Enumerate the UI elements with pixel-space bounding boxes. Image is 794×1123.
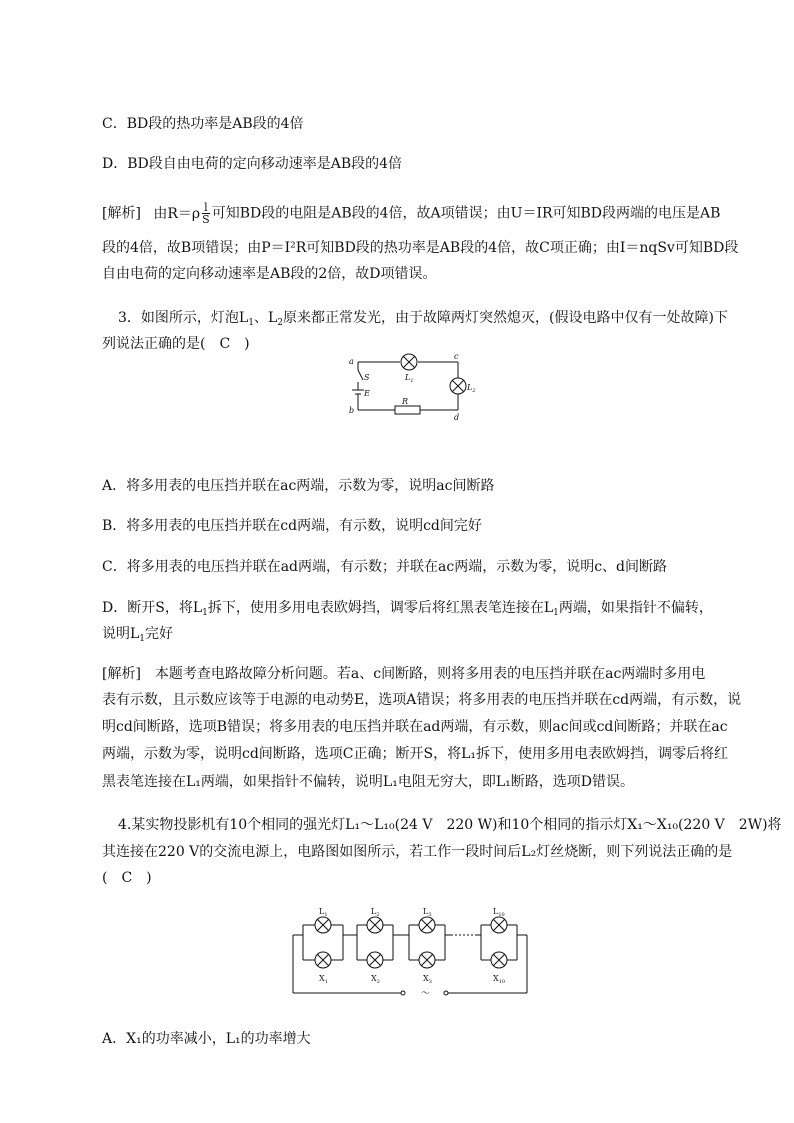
option-a-q3: A．将多用表的电压挡并联在ac两端，示数为零，说明ac间断路: [102, 478, 495, 494]
ac-source-label: ～: [421, 989, 431, 999]
circuit-diagram-q4: [285, 905, 535, 1000]
node-c-label: c: [454, 352, 459, 361]
lamp-l2-symbol: [450, 378, 466, 394]
lamp-l1-label: $L_1$: [405, 373, 414, 384]
lamp-x10-symbol: [491, 952, 507, 968]
node-d-label: d: [454, 413, 460, 422]
terminal-right-icon: [444, 991, 448, 995]
lamp-l3-symbol: [419, 917, 435, 933]
question4-line2: 其连接在220 V的交流电源上，电路图如图所示，若工作一段时间后L₂灯丝烧断，则下列说法正确的是: [102, 844, 733, 860]
resistor-r-symbol: [395, 406, 420, 414]
circuit-diagram-q3: [340, 350, 475, 420]
analysis-q3-line5: 黑表笔连接在L₁两端，如果指针不偏转，说明L₁电阻无穷大，即L₁断路，选项D错误。: [102, 774, 634, 790]
option-a-q4: A．X₁的功率减小，L₁的功率增大: [102, 1031, 311, 1047]
lamp-l1-symbol: [315, 917, 331, 933]
option-d-q2: D．BD段自由电荷的定向移动速率是AB段的4倍: [102, 156, 403, 172]
option-c-q2: C．BD段的热功率是AB段的4倍: [102, 116, 304, 132]
analysis-q2-line3: 自由电荷的定向移动速率是AB段的2倍，故D项错误。: [102, 266, 437, 282]
label-x2: $X_2$: [371, 974, 380, 985]
battery-e-label: E: [364, 389, 370, 398]
lamp-l2-label: $L_2$: [467, 383, 476, 394]
fraction-l-over-s: $\frac{l}{S}$: [202, 201, 210, 226]
analysis-q2-text2: 可知BD段的电阻是AB段的4倍，故A项错误；由U＝IR可知BD段两端的电压是AB: [211, 205, 721, 222]
analysis-q2-line1: [102, 202, 720, 225]
label-l2: $L_2$: [371, 907, 380, 918]
lamp-l10-symbol: [491, 917, 507, 933]
question4-line3: ( C ): [102, 870, 152, 886]
question4-line1: 4.某实物投影机有10个相同的强光灯L₁～L₁₀(24 V 220 W)和10个相同的指示灯X₁～X₁₀(220 V 2W)将: [118, 817, 782, 833]
label-x3: $X_3$: [423, 974, 432, 985]
terminal-left-icon: [401, 991, 405, 995]
label-x1: $X_1$: [319, 974, 328, 985]
analysis-q3-line3: 明cd间断路，选项B错误；将多用表的电压挡并联在ad两端，有示数，则ac间或cd间断路；并联在ac: [102, 719, 728, 735]
option-d-q3-line2: 说明$L_1$完好: [102, 626, 174, 644]
option-d-q3-line1: D．断开S，将$L_1$拆下，使用多用电表欧姆挡，调零后将红黑表笔连接在$L_1$两端，如果指针不偏转，: [102, 600, 713, 618]
label-x10: $X_{10}$: [493, 974, 506, 985]
label-l3: $L_3$: [423, 907, 432, 918]
option-c-q3: C．将多用表的电压挡并联在ad两端，有示数；并联在ac两端，示数为零，说明c、d间断路: [102, 559, 668, 575]
lamp-x2-symbol: [367, 952, 383, 968]
analysis-q3-line2: 表有示数，且示数应该等于电源的电动势E，选项A错误；将多用表的电压挡并联在cd两端，有示数，说: [102, 692, 742, 708]
lamp-x3-symbol: [419, 952, 435, 968]
label-l10: $L_{10}$: [493, 907, 505, 918]
question3-stem-line2: 列说法正确的是( C ): [102, 336, 250, 352]
analysis-tag: [解析]: [102, 205, 141, 222]
lamp-l1-symbol: [401, 354, 417, 370]
node-a-label: a: [349, 357, 354, 366]
switch-s-label: S: [364, 373, 370, 382]
question3-stem-line1: 3．如图所示，灯泡$L_1$、$L_2$原来都正常发光，由于故障两灯突然熄灭，(假设电路中仅有一处故障)下: [118, 310, 728, 328]
analysis-q2-text1: 由R＝ρ: [153, 205, 201, 222]
label-l1: $L_1$: [319, 907, 328, 918]
lamp-x1-symbol: [315, 952, 331, 968]
lamp-l2-symbol: [367, 917, 383, 933]
analysis-q2-line2: 段的4倍，故B项错误；由P＝I²R可知BD段的热功率是AB段的4倍，故C项正确；由I＝nqSv可知BD段: [102, 240, 739, 256]
analysis-q3-line4: 两端，示数为零，说明cd间断路，选项C正确；断开S，将L₁拆下，使用多用电表欧姆挡，调零后将红: [102, 746, 729, 762]
resistor-r-label: R: [402, 397, 409, 406]
option-b-q3: B．将多用表的电压挡并联在cd两端，有示数，说明cd间完好: [102, 518, 482, 534]
analysis-q3-line1: [解析] 本题考查电路故障分析问题。若a、c间断路，则将多用表的电压挡并联在ac两端时多用电: [102, 666, 706, 682]
node-b-label: b: [349, 406, 355, 415]
